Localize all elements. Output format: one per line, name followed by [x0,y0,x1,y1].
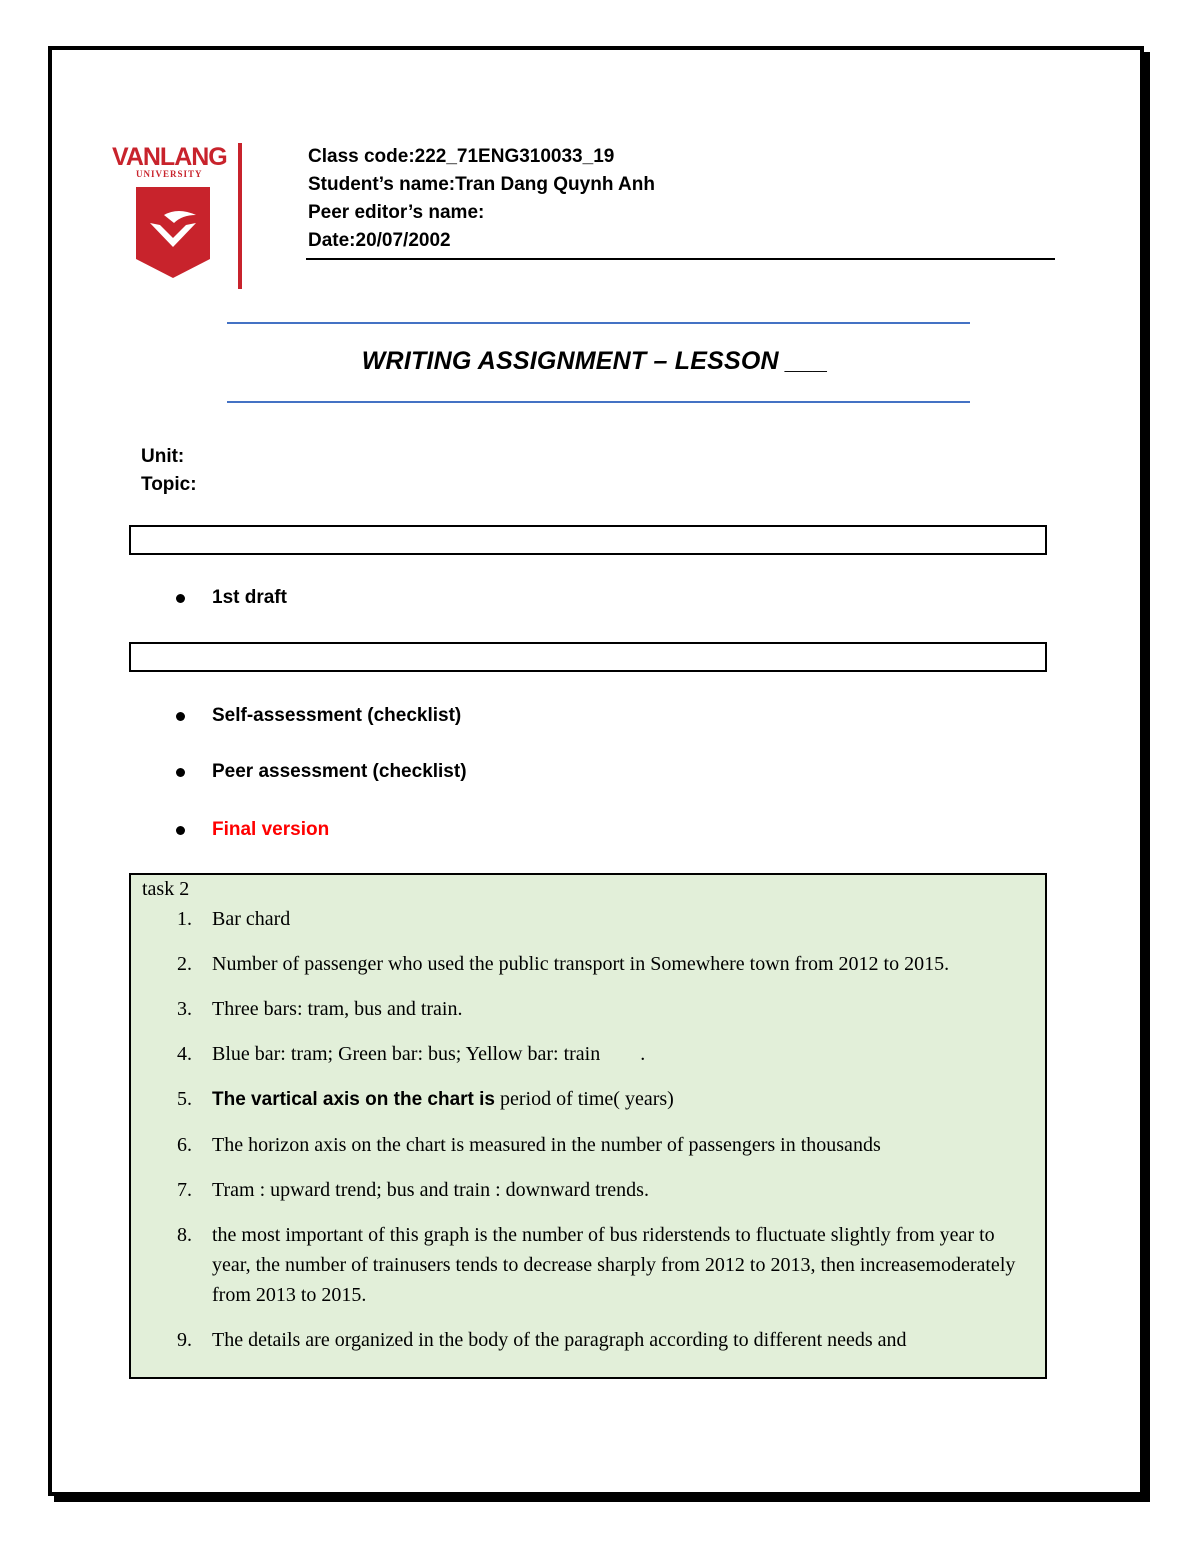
item-number: 2. [177,953,192,975]
bullet-dot-icon [176,594,185,603]
list-item [131,1130,1041,1160]
list-item [131,1325,1041,1355]
peer-assessment-label: Peer assessment (checklist) [212,761,467,782]
item-number: 9. [177,1329,192,1351]
list-item [131,994,1041,1024]
item-number: 8. [177,1224,192,1246]
item-text: period of time( years) [495,1088,674,1110]
final-version-label: Final version [212,819,330,840]
item-number: 7. [177,1179,192,1201]
bullet-dot-icon [176,826,185,835]
item-text: Bar chard [212,908,291,930]
blank-field-2[interactable] [129,642,1047,672]
header-info [308,143,655,255]
item-bold-text: The vartical axis on the chart is [212,1089,495,1110]
item-text: Number of passenger who used the public transport in Somewhere town from 2012 to 2015. [212,953,950,975]
bullet-peer-assessment [176,761,467,783]
task-list [131,904,1041,1370]
peer-editor-name: Peer editor’s name: [308,202,485,223]
bullet-dot-icon [176,768,185,777]
date: Date:20/07/2002 [308,230,451,251]
item-text: Blue bar: tram; Green bar: bus; Yellow bar: train . [212,1043,646,1065]
blank-field-1[interactable] [129,525,1047,555]
item-text: the most important of this graph is the number of bus riderstends to fluctuate slightly from year to year, the number of trainusers tends to decrease sharply from 2012 to 2013, then increasemoderately from 2013 to 2015. [212,1224,1016,1306]
first-draft-label: 1st draft [212,587,287,608]
logo-divider [238,143,242,289]
item-text: The horizon axis on the chart is measured in the number of passengers in thousands [212,1134,881,1156]
university-logo [112,143,237,288]
logo-wordmark: VANLANG [112,143,227,171]
task-box [129,873,1047,1379]
shield-icon [134,185,212,280]
list-item [131,1175,1041,1205]
unit-topic [141,443,197,499]
list-item [131,949,1041,979]
item-number: 1. [177,908,192,930]
student-name: Student’s name:Tran Dang Quynh Anh [308,174,655,195]
list-item [131,904,1041,934]
item-number: 3. [177,998,192,1020]
task-title: task 2 [142,878,190,900]
list-item [131,1039,1041,1069]
class-code: Class code:222_71ENG310033_19 [308,146,615,167]
page-title [0,347,1200,376]
logo-subtitle: UNIVERSITY [136,169,203,179]
topic-label: Topic: [141,474,197,495]
unit-label: Unit: [141,446,185,467]
item-text: The details are organized in the body of the paragraph according to different needs and [212,1329,907,1351]
title-rule-bottom [227,401,970,403]
item-text: Three bars: tram, bus and train. [212,998,463,1020]
item-text: Tram : upward trend; bus and train : downward trends. [212,1179,649,1201]
item-number: 4. [177,1043,192,1065]
title-rule-top [227,322,970,324]
header-divider [306,258,1055,260]
item-number: 6. [177,1134,192,1156]
bullet-final-version [176,819,329,841]
title-text: WRITING ASSIGNMENT – LESSON ___ [361,347,829,375]
list-item [131,1220,1041,1310]
item-number: 5. [177,1088,192,1110]
bullet-self-assessment [176,705,461,727]
self-assessment-label: Self-assessment (checklist) [212,705,462,726]
bullet-first-draft [176,587,287,609]
bullet-dot-icon [176,712,185,721]
list-item [131,1084,1041,1115]
